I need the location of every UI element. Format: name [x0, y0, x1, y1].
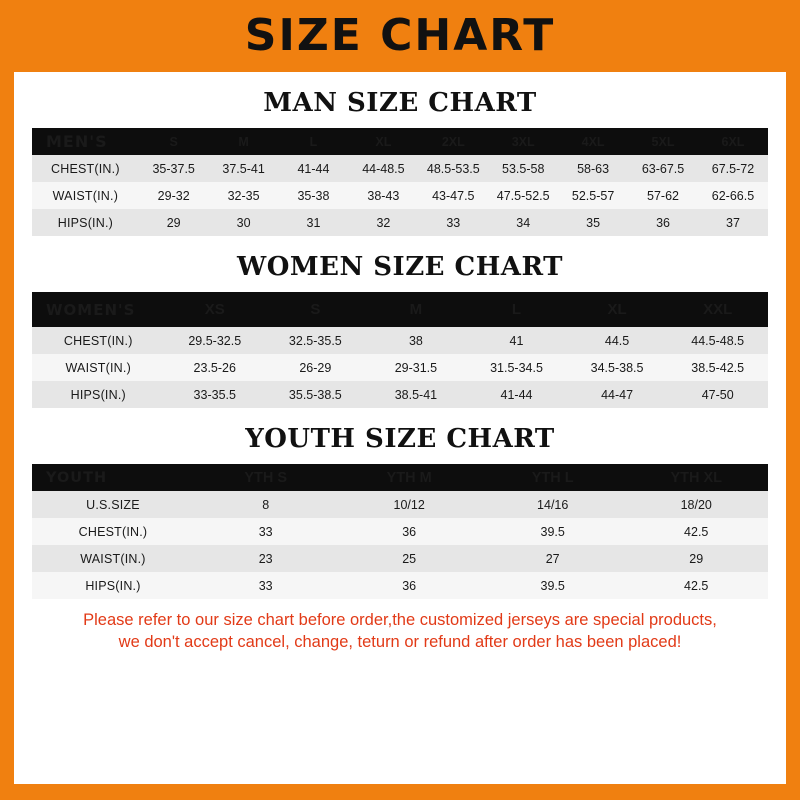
youth-cell-3-1: 36 — [337, 572, 481, 599]
youth-cell-2-2: 27 — [481, 545, 625, 572]
section-title-men: MAN SIZE CHART — [263, 88, 537, 118]
men-row-label-0: CHEST(IN.) — [32, 155, 139, 182]
youth-header-label: YOUTH — [32, 464, 194, 491]
men-cell-2-8: 37 — [698, 209, 768, 236]
men-cell-1-8: 62-66.5 — [698, 182, 768, 209]
men-cell-2-7: 36 — [628, 209, 698, 236]
youth-size-table — [32, 464, 768, 599]
table-row — [32, 209, 768, 236]
women-cell-0-3: 41 — [466, 327, 567, 354]
chart-content — [14, 72, 786, 784]
men-cell-1-0: 29-32 — [139, 182, 209, 209]
women-cell-0-2: 38 — [366, 327, 467, 354]
youth-cell-1-2: 39.5 — [481, 518, 625, 545]
women-col-4: XL — [567, 292, 668, 327]
men-cell-0-2: 41-44 — [279, 155, 349, 182]
women-col-5: XXL — [667, 292, 768, 327]
youth-cell-0-1: 10/12 — [337, 491, 481, 518]
youth-col-3: YTH XL — [624, 464, 768, 491]
youth-cell-1-1: 36 — [337, 518, 481, 545]
men-col-2: L — [279, 128, 349, 155]
youth-col-0: YTH S — [194, 464, 338, 491]
youth-col-1: YTH M — [337, 464, 481, 491]
women-cell-2-1: 35.5-38.5 — [265, 381, 366, 408]
table-row — [32, 354, 768, 381]
women-row-label-1: WAIST(IN.) — [32, 354, 164, 381]
men-col-4: 2XL — [418, 128, 488, 155]
women-row-label-0: CHEST(IN.) — [32, 327, 164, 354]
women-table-body — [32, 327, 768, 408]
women-col-1: S — [265, 292, 366, 327]
men-cell-2-6: 35 — [558, 209, 628, 236]
page-title: SIZE CHART — [244, 10, 556, 61]
men-col-1: M — [209, 128, 279, 155]
men-cell-2-4: 33 — [418, 209, 488, 236]
footer-note-line-2: we don't accept cancel, change, teturn or refund after order has been placed! — [118, 633, 682, 652]
women-col-2: M — [366, 292, 467, 327]
men-cell-2-1: 30 — [209, 209, 279, 236]
women-cell-0-0: 29.5-32.5 — [164, 327, 265, 354]
women-cell-2-5: 47-50 — [667, 381, 768, 408]
youth-col-2: YTH L — [481, 464, 625, 491]
table-row — [32, 545, 768, 572]
header-band — [0, 0, 800, 72]
youth-cell-3-0: 33 — [194, 572, 338, 599]
men-col-5: 3XL — [488, 128, 558, 155]
table-row — [32, 182, 768, 209]
men-cell-1-3: 38-43 — [348, 182, 418, 209]
youth-row-label-3: HIPS(IN.) — [32, 572, 194, 599]
youth-table-head — [32, 464, 768, 491]
women-table-head — [32, 292, 768, 327]
women-row-label-2: HIPS(IN.) — [32, 381, 164, 408]
men-col-7: 5XL — [628, 128, 698, 155]
youth-cell-2-1: 25 — [337, 545, 481, 572]
men-header-label: MEN'S — [32, 128, 139, 155]
men-col-0: S — [139, 128, 209, 155]
youth-cell-0-2: 14/16 — [481, 491, 625, 518]
youth-cell-0-0: 8 — [194, 491, 338, 518]
women-cell-1-5: 38.5-42.5 — [667, 354, 768, 381]
men-row-label-1: WAIST(IN.) — [32, 182, 139, 209]
men-cell-0-8: 67.5-72 — [698, 155, 768, 182]
women-cell-2-2: 38.5-41 — [366, 381, 467, 408]
table-header-row — [32, 128, 768, 155]
section-title-women: WOMEN SIZE CHART — [237, 252, 563, 282]
men-cell-0-1: 37.5-41 — [209, 155, 279, 182]
youth-cell-3-3: 42.5 — [624, 572, 768, 599]
men-col-8: 6XL — [698, 128, 768, 155]
women-cell-1-0: 23.5-26 — [164, 354, 265, 381]
women-col-3: L — [466, 292, 567, 327]
men-cell-1-7: 57-62 — [628, 182, 698, 209]
women-cell-1-4: 34.5-38.5 — [567, 354, 668, 381]
footer-note-line-1: Please refer to our size chart before order,the customized jerseys are special products, — [83, 611, 717, 629]
men-table-body — [32, 155, 768, 236]
table-row — [32, 381, 768, 408]
women-cell-1-2: 29-31.5 — [366, 354, 467, 381]
youth-cell-2-0: 23 — [194, 545, 338, 572]
women-col-0: XS — [164, 292, 265, 327]
men-cell-0-0: 35-37.5 — [139, 155, 209, 182]
table-row — [32, 155, 768, 182]
men-col-6: 4XL — [558, 128, 628, 155]
women-cell-1-1: 26-29 — [265, 354, 366, 381]
women-cell-0-5: 44.5-48.5 — [667, 327, 768, 354]
table-row — [32, 518, 768, 545]
men-cell-2-2: 31 — [279, 209, 349, 236]
youth-row-label-1: CHEST(IN.) — [32, 518, 194, 545]
men-cell-0-5: 53.5-58 — [488, 155, 558, 182]
men-cell-1-4: 43-47.5 — [418, 182, 488, 209]
women-header-label: WOMEN'S — [32, 292, 164, 327]
women-cell-0-4: 44.5 — [567, 327, 668, 354]
section-title-youth: YOUTH SIZE CHART — [245, 424, 555, 454]
women-cell-2-3: 41-44 — [466, 381, 567, 408]
men-cell-2-0: 29 — [139, 209, 209, 236]
men-cell-0-3: 44-48.5 — [348, 155, 418, 182]
men-cell-1-1: 32-35 — [209, 182, 279, 209]
women-cell-2-4: 44-47 — [567, 381, 668, 408]
women-cell-0-1: 32.5-35.5 — [265, 327, 366, 354]
men-cell-1-6: 52.5-57 — [558, 182, 628, 209]
men-cell-2-3: 32 — [348, 209, 418, 236]
men-size-table — [32, 128, 768, 236]
men-col-3: XL — [348, 128, 418, 155]
men-cell-1-2: 35-38 — [279, 182, 349, 209]
youth-row-label-2: WAIST(IN.) — [32, 545, 194, 572]
youth-cell-1-0: 33 — [194, 518, 338, 545]
men-cell-1-5: 47.5-52.5 — [488, 182, 558, 209]
youth-cell-2-3: 29 — [624, 545, 768, 572]
table-row — [32, 572, 768, 599]
youth-cell-3-2: 39.5 — [481, 572, 625, 599]
men-cell-0-4: 48.5-53.5 — [418, 155, 488, 182]
table-header-row — [32, 292, 768, 327]
table-header-row — [32, 464, 768, 491]
footer-note — [32, 599, 768, 658]
table-row — [32, 491, 768, 518]
youth-table-body — [32, 491, 768, 599]
youth-cell-1-3: 42.5 — [624, 518, 768, 545]
women-cell-2-0: 33-35.5 — [164, 381, 265, 408]
women-size-table — [32, 292, 768, 408]
bottom-band — [0, 784, 800, 800]
men-cell-2-5: 34 — [488, 209, 558, 236]
men-row-label-2: HIPS(IN.) — [32, 209, 139, 236]
women-cell-1-3: 31.5-34.5 — [466, 354, 567, 381]
men-table-head — [32, 128, 768, 155]
youth-cell-0-3: 18/20 — [624, 491, 768, 518]
men-cell-0-7: 63-67.5 — [628, 155, 698, 182]
table-row — [32, 327, 768, 354]
men-cell-0-6: 58-63 — [558, 155, 628, 182]
youth-row-label-0: U.S.SIZE — [32, 491, 194, 518]
